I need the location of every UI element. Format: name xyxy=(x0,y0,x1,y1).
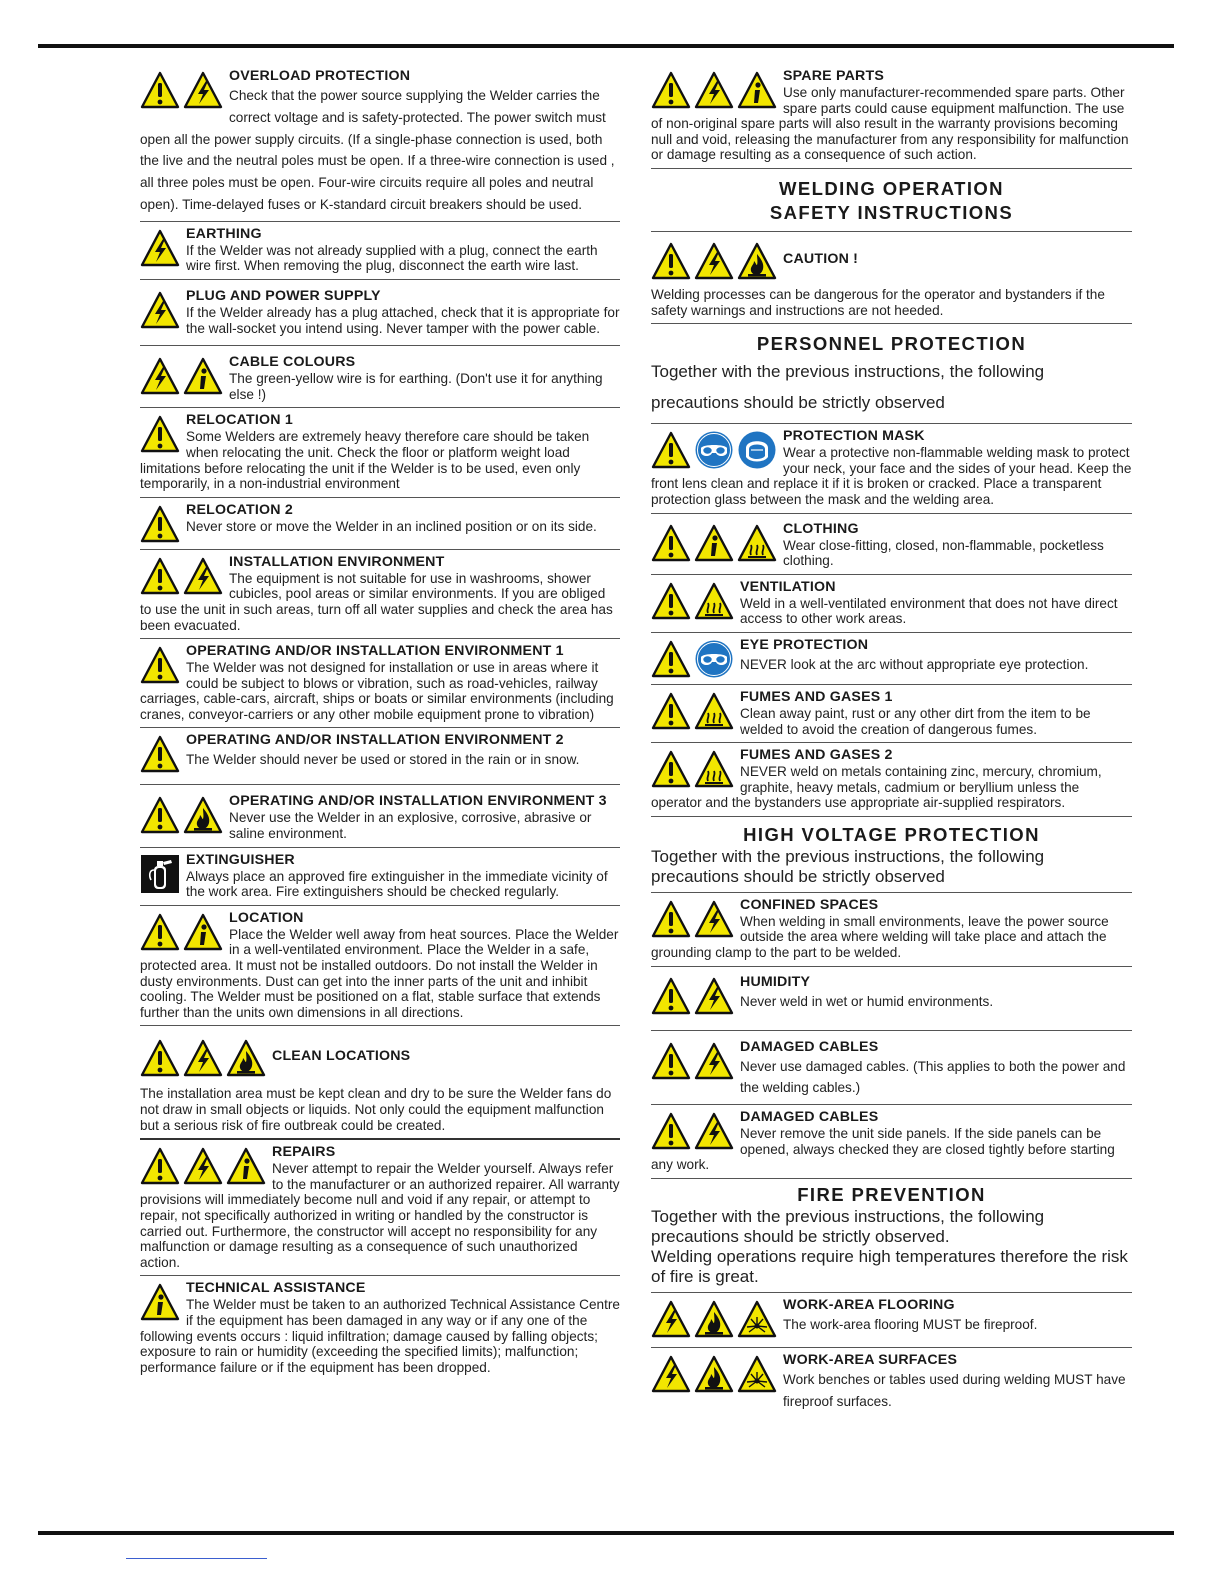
section-relocation-2 xyxy=(140,498,620,550)
section-title: PLUG AND POWER SUPPLY xyxy=(186,287,381,304)
fire-extinguisher-icon xyxy=(140,854,180,894)
section-eye-protection xyxy=(651,633,1132,685)
fire-prevention-heading: FIRE PREVENTION xyxy=(797,1184,986,1206)
section-body: The Welder was not designed for installation or use in areas where it could be subject to blows or vibration, such as road-vehicles, railway carriages, cable-cars, aircraft, ships or boats or similar environments (including cranes, conveyor-carriers or any other mobile equipment prone to vibration) xyxy=(140,660,614,722)
section-installation-environment xyxy=(140,550,620,639)
goggles-icon xyxy=(694,430,734,470)
section-body: Never remove the unit side panels. If the side panels can be opened, always checked they are closed tightly before starting any work. xyxy=(651,1126,1115,1173)
section-body: Never use damaged cables. (This applies to both the power and the welding cables.) xyxy=(740,1058,1126,1096)
information-icon xyxy=(140,1282,180,1322)
left-column xyxy=(140,64,620,1380)
fire-hazard-icon xyxy=(226,1038,266,1078)
section-body: If the Welder was not already supplied with a plug, connect the earth wire first. When removing the plug, disconnect the earth wire last. xyxy=(186,242,598,274)
electric-hazard-icon xyxy=(694,70,734,110)
information-icon xyxy=(694,523,734,563)
section-title: FUMES AND GASES 1 xyxy=(740,688,893,705)
top-rule xyxy=(38,44,1174,48)
section-title: OPERATING AND/OR INSTALLATION ENVIRONMENT 2 xyxy=(186,732,564,749)
section-extinguisher xyxy=(140,848,620,906)
section-body: Never use the Welder in an explosive, corrosive, abrasive or saline environment. xyxy=(229,810,592,842)
electric-hazard-icon xyxy=(183,70,223,110)
high-voltage-intro: Together with the previous instructions, the following precautions should be strictly observed xyxy=(651,846,1045,886)
footer-link-underline xyxy=(126,1558,267,1559)
electric-hazard-icon xyxy=(694,1111,734,1151)
fire-hazard-icon xyxy=(694,1354,734,1394)
icon-group xyxy=(651,241,777,281)
fumes-icon xyxy=(694,691,734,731)
warning-icon xyxy=(651,639,691,679)
personnel-protection-intro: Together with the previous instructions, the following precautions should be strictly observed xyxy=(651,362,1045,413)
section-clothing xyxy=(651,514,1132,575)
warning-icon xyxy=(651,899,691,939)
fire-hazard-icon xyxy=(737,241,777,281)
icon-group xyxy=(651,430,777,470)
warning-icon xyxy=(651,523,691,563)
icon-group xyxy=(140,414,180,454)
icon-group xyxy=(140,795,223,835)
section-title: OPERATING AND/OR INSTALLATION ENVIRONMENT 1 xyxy=(186,643,564,660)
section-ventilation xyxy=(651,575,1132,633)
section-title: CLOTHING xyxy=(783,520,859,537)
icon-group xyxy=(140,290,180,330)
goggles-icon xyxy=(694,639,734,679)
icon-group xyxy=(140,734,180,774)
bottom-rule xyxy=(38,1531,1174,1535)
electric-hazard-icon xyxy=(183,556,223,596)
section-body: NEVER weld on metals containing zinc, mercury, chromium, graphite, heavy metals, cadmium or beryllium unless the operator and the bystanders use appropriate air-supplied respirators. xyxy=(651,764,1102,811)
section-title: EARTHING xyxy=(186,225,262,242)
section-title: CLEAN LOCATIONS xyxy=(272,1048,411,1065)
icon-group xyxy=(651,749,734,789)
section-title: CAUTION ! xyxy=(783,250,859,267)
electric-hazard-icon xyxy=(694,1041,734,1081)
icon-group xyxy=(651,523,777,563)
section-title: CONFINED SPACES xyxy=(740,896,879,913)
information-icon xyxy=(183,912,223,952)
section-overload xyxy=(140,64,620,222)
section-body: The work-area flooring MUST be fireproof. xyxy=(783,1317,1038,1333)
warning-icon xyxy=(651,749,691,789)
fire-prevention-intro-2: Welding operations require high temperatures therefore the risk of fire is great. xyxy=(651,1247,1128,1287)
section-body: Use only manufacturer-recommended spare parts. Other spare parts could cause equipment malfunction. The use of non-original spare parts will also result in the warranty provisions becoming null and void, releasing the manufacturer from any responsibility for malfunction or damage resulting as a consequence of such action. xyxy=(651,85,1129,163)
icon-group xyxy=(651,1354,777,1394)
section-humidity xyxy=(651,967,1132,1031)
section-body: Never store or move the Welder in an inclined position or on its side. xyxy=(186,518,597,534)
icon-group xyxy=(140,356,223,396)
warning-icon xyxy=(140,414,180,454)
warning-icon xyxy=(651,691,691,731)
icon-group xyxy=(651,691,734,731)
warning-icon xyxy=(651,241,691,281)
information-icon xyxy=(183,356,223,396)
warning-icon xyxy=(140,795,180,835)
spark-hazard-icon xyxy=(737,1354,777,1394)
section-title: INSTALLATION ENVIRONMENT xyxy=(229,553,445,570)
section-body: Weld in a well-ventilated environment that does not have direct access to other work areas. xyxy=(740,595,1118,627)
section-title: LOCATION xyxy=(229,909,304,926)
high-voltage-heading: HIGH VOLTAGE PROTECTION xyxy=(743,823,1040,845)
warning-icon xyxy=(140,1146,180,1186)
section-body: When welding in small environments, leave the power source outside the area where welding will take place and attach the grounding clamp to the part to be welded. xyxy=(651,913,1109,961)
section-body: Wear a protective non-flammable welding mask to protect your neck, your face and the sides of your head. Keep the front lens clean and replace it if it is broken or cracked. Place a transparent protection glass between the mask and the welding area. xyxy=(651,445,1132,507)
section-title: WORK-AREA FLOORING xyxy=(783,1297,955,1314)
section-spare-parts xyxy=(651,64,1132,169)
fire-prevention-block xyxy=(651,1179,1132,1293)
icon-group xyxy=(140,645,180,685)
section-title: OPERATING AND/OR INSTALLATION ENVIRONMENT 3 xyxy=(229,793,607,810)
icon-group xyxy=(140,912,223,952)
icon-group xyxy=(651,976,734,1016)
section-damaged-cables-1 xyxy=(651,1031,1132,1106)
icon-group xyxy=(140,504,180,544)
warning-icon xyxy=(140,734,180,774)
section-clean-locations xyxy=(140,1026,620,1140)
section-body: Work benches or tables used during welding MUST have fireproof surfaces. xyxy=(783,1372,1126,1409)
icon-group xyxy=(140,854,180,894)
warning-icon xyxy=(651,581,691,621)
personnel-protection-block xyxy=(651,324,1132,424)
section-body: Welding processes can be dangerous for the operator and bystanders if the safety warnings and instructions are not heeded. xyxy=(651,286,1105,318)
section-body: The equipment is not suitable for use in washrooms, shower cubicles, pool areas or similar environments. If you are obliged to use the unit in such areas, turn off all water supplies and check the area has been evacuated. xyxy=(140,570,613,633)
section-operating-env-2 xyxy=(140,728,620,785)
section-title: TECHNICAL ASSISTANCE xyxy=(186,1280,366,1297)
fire-prevention-intro: Together with the previous instructions, the following precautions should be strictly observed. xyxy=(651,1207,1045,1247)
section-body: Always place an approved fire extinguisher in the immediate vicinity of the work area. Fire extinguishers should be checked regularly. xyxy=(186,868,608,900)
section-body: The green-yellow wire is for earthing. (Don't use it for anything else !) xyxy=(229,371,603,402)
warning-icon xyxy=(140,556,180,596)
section-cable-colours xyxy=(140,346,620,408)
section-body: Never weld in wet or humid environments. xyxy=(740,993,994,1009)
section-title: VENTILATION xyxy=(740,578,836,595)
icon-group xyxy=(651,639,734,679)
warning-icon xyxy=(140,504,180,544)
section-title: OVERLOAD PROTECTION xyxy=(229,68,411,84)
section-body: NEVER look at the arc without appropriate eye protection. xyxy=(740,656,1089,672)
section-plug-power-supply xyxy=(140,280,620,346)
icon-group xyxy=(651,1299,777,1339)
warning-icon xyxy=(651,70,691,110)
section-damaged-cables-2 xyxy=(651,1105,1132,1179)
section-title: SPARE PARTS xyxy=(783,68,884,84)
section-body: The Welder should never be used or stored in the rain or in snow. xyxy=(186,752,580,768)
warning-icon xyxy=(651,976,691,1016)
section-title: DAMAGED CABLES xyxy=(740,1038,879,1055)
section-earthing xyxy=(140,222,620,280)
icon-group xyxy=(651,1041,734,1081)
section-confined-spaces xyxy=(651,893,1132,967)
safety-instructions-heading: SAFETY INSTRUCTIONS xyxy=(769,201,1014,223)
personnel-protection-heading: PERSONNEL PROTECTION xyxy=(756,333,1027,355)
section-body: Wear close-fitting, closed, non-flammable, pocketless clothing. xyxy=(783,537,1104,569)
fire-hazard-icon xyxy=(183,795,223,835)
icon-group xyxy=(651,581,734,621)
section-title: PROTECTION MASK xyxy=(783,428,925,445)
icon-group xyxy=(140,1282,180,1322)
section-repairs xyxy=(140,1140,620,1276)
icon-group xyxy=(651,1111,734,1151)
electric-hazard-icon xyxy=(651,1299,691,1339)
warning-icon xyxy=(651,430,691,470)
high-voltage-block xyxy=(651,817,1132,893)
icon-group xyxy=(140,1038,266,1078)
warning-icon xyxy=(140,645,180,685)
warning-icon xyxy=(140,70,180,110)
section-body: The Welder must be taken to an authorized Technical Assistance Centre if the equipment has been damaged in any way or if any one of the following events occurs : liquid infiltration; damage caused by falling objects; exposure to rain or humidity (exceeding the specified limits); malfunction; performance failure or if the equipment has been dropped. xyxy=(140,1297,620,1375)
fumes-icon xyxy=(737,523,777,563)
section-title: DAMAGED CABLES xyxy=(740,1109,879,1126)
section-body: Check that the power source supplying the Welder carries the correct voltage and is safety-protected. The power switch must open all the power supply circuits. (If a single-phase connection is used, both the live and the neutral poles must be open. If a three-wire connection is used , all three poles must be open. Four-wire circuits require all poles and neutral open). Time-delayed fuses or K-standard circuit breakers should be used. xyxy=(140,88,615,212)
icon-group xyxy=(140,70,223,110)
section-title: WORK-AREA SURFACES xyxy=(783,1352,958,1369)
section-body: Some Welders are extremely heavy therefore care should be taken when relocating the unit. Check the floor or platform weight load limitations before relocating the unit if the Welder is to be used, even only temporarily, in a non-industrial environment xyxy=(140,429,590,492)
electric-hazard-icon xyxy=(140,290,180,330)
warning-icon xyxy=(140,1038,180,1078)
section-work-area-flooring xyxy=(651,1293,1132,1348)
spark-hazard-icon xyxy=(737,1299,777,1339)
icon-group xyxy=(651,899,734,939)
information-icon xyxy=(226,1146,266,1186)
electric-hazard-icon xyxy=(140,228,180,268)
section-fumes-gases-2 xyxy=(651,743,1132,817)
section-title: RELOCATION 2 xyxy=(186,501,293,518)
section-work-area-surfaces xyxy=(651,1348,1132,1418)
electric-hazard-icon xyxy=(183,1038,223,1078)
electric-hazard-icon xyxy=(140,356,180,396)
fumes-icon xyxy=(694,581,734,621)
electric-hazard-icon xyxy=(694,899,734,939)
section-title: CABLE COLOURS xyxy=(229,354,356,371)
section-body: Clean away paint, rust or any other dirt from the item to be welded to avoid the creation of dangerous fumes. xyxy=(740,705,1091,737)
electric-hazard-icon xyxy=(694,241,734,281)
section-body: If the Welder already has a plug attached, check that it is appropriate for the wall-socket you intend using. Never tamper with the power cable. xyxy=(186,304,620,336)
section-operating-env-1 xyxy=(140,639,620,728)
warning-icon xyxy=(140,912,180,952)
section-title: FUMES AND GASES 2 xyxy=(740,747,893,764)
section-technical-assistance xyxy=(140,1276,620,1380)
section-title: RELOCATION 1 xyxy=(186,412,293,429)
section-title: HUMIDITY xyxy=(740,973,811,990)
section-body: Place the Welder well away from heat sources. Place the Welder in a well-ventilated environment. Place the Welder in a safe, protected area. It must not be installed outdoors. Do not install the Welder in dusty environments. Dust can get into the inner parts of the unit and inhibit cooling. The Welder must be positioned on a flat, stable surface that extends further than the units own dimensions in all directions. xyxy=(140,926,619,1020)
section-title: REPAIRS xyxy=(272,1144,336,1161)
icon-group xyxy=(140,228,180,268)
information-icon xyxy=(737,70,777,110)
section-title: EXTINGUISHER xyxy=(186,851,295,868)
section-protection-mask xyxy=(651,424,1132,513)
electric-hazard-icon xyxy=(651,1354,691,1394)
electric-hazard-icon xyxy=(694,976,734,1016)
face-shield-icon xyxy=(737,430,777,470)
icon-group xyxy=(140,556,223,596)
electric-hazard-icon xyxy=(183,1146,223,1186)
welding-operation-heading-block xyxy=(651,169,1132,232)
fumes-icon xyxy=(694,749,734,789)
section-title: EYE PROTECTION xyxy=(740,636,869,653)
section-caution xyxy=(651,232,1132,324)
icon-group xyxy=(651,70,777,110)
right-column xyxy=(651,64,1132,1418)
fire-hazard-icon xyxy=(694,1299,734,1339)
warning-icon xyxy=(651,1111,691,1151)
welding-operation-heading: WELDING OPERATION xyxy=(779,177,1004,199)
section-relocation-1 xyxy=(140,408,620,497)
section-fumes-gases-1 xyxy=(651,685,1132,743)
icon-group xyxy=(140,1146,266,1186)
section-body: Never attempt to repair the Welder yourself. Always refer to the manufacturer or an authorized repairer. All warranty provisions will immediately become null and void if any repair, or attempt to repair, not specifically authorized in writing or handled by the constructor is carried out. Furthermore, the constructor will accept no responsibility for any malfunction or damage resulting as a consequence of such unauthorized action. xyxy=(140,1161,620,1270)
section-body: The installation area must be kept clean and dry to be sure the Welder fans do not draw in small objects or liquids. Not only could the equipment malfunction but a serious risk of fire outbreak could be created. xyxy=(140,1086,612,1133)
warning-icon xyxy=(651,1041,691,1081)
section-operating-env-3 xyxy=(140,785,620,847)
section-location xyxy=(140,906,620,1027)
